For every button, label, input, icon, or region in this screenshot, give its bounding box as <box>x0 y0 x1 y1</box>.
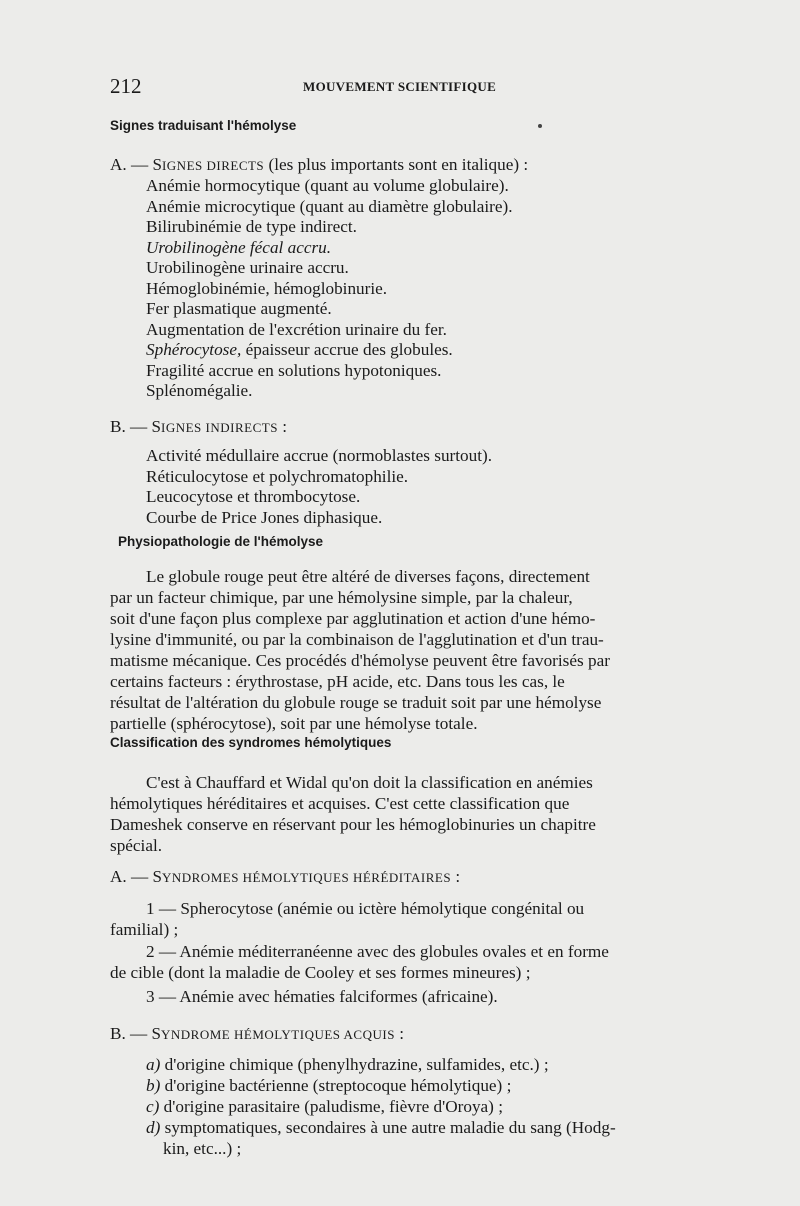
paragraph-line: C'est à Chauffard et Widal qu'on doit la classification en anémies <box>146 773 593 792</box>
indirect-sign-item: Courbe de Price Jones diphasique. <box>146 508 383 527</box>
direct-sign-item: Bilirubinémie de type indirect. <box>146 217 357 236</box>
direct-sign-item: Splénomégalie. <box>146 381 253 400</box>
indirect-sign-item: Leucocytose et thrombocytose. <box>146 487 361 506</box>
paragraph-line: soit d'une façon plus complexe par agglutination et action d'une hémo- <box>110 609 596 628</box>
acquired-item-continued: kin, etc...) ; <box>163 1139 242 1158</box>
indirect-sign-item: Réticulocytose et polychromatophilie. <box>146 467 409 486</box>
indirect-sign-item: Activité médullaire accrue (normoblastes surtout). <box>146 446 493 465</box>
paragraph-line: résultat de l'altération du globule rouge se traduit soit par une hémolyse <box>110 693 602 712</box>
subsection-b-acquired: B. — SYNDROME HÉMOLYTIQUES ACQUIS : <box>110 1024 405 1043</box>
hereditary-item-continued: familial) ; <box>110 920 179 939</box>
subsection-a-direct-signs: A. — SIGNES DIRECTS (les plus importants sont en italique) : <box>110 155 529 174</box>
hereditary-item: 3 — Anémie avec hématies falciformes (africaine). <box>146 987 498 1006</box>
paragraph-line: Dameshek conserve en réservant pour les hémoglobinuries un chapitre <box>110 815 596 834</box>
direct-sign-item: Augmentation de l'excrétion urinaire du fer. <box>146 320 447 339</box>
direct-sign-item: Anémie microcytique (quant au diamètre globulaire). <box>146 197 513 216</box>
hereditary-item-continued: de cible (dont la maladie de Cooley et ses formes mineures) ; <box>110 963 531 982</box>
paragraph-line: Le globule rouge peut être altéré de diverses façons, directement <box>146 567 590 586</box>
acquired-item: a) d'origine chimique (phenylhydrazine, sulfamides, etc.) ; <box>146 1055 549 1074</box>
running-title: MOUVEMENT SCIENTIFIQUE <box>303 79 497 94</box>
print-speck <box>538 124 542 128</box>
direct-sign-item: Urobilinogène urinaire accru. <box>146 258 349 277</box>
paragraph-line: hémolytiques héréditaires et acquises. C'est cette classification que <box>110 794 570 813</box>
paragraph-line: lysine d'immunité, ou par la combinaison de l'agglutination et d'un trau- <box>110 630 604 649</box>
acquired-item: d) symptomatiques, secondaires à une autre maladie du sang (Hodg- <box>146 1118 616 1137</box>
paragraph-line: par un facteur chimique, par une hémolysine simple, par la chaleur, <box>110 588 573 607</box>
section-heading-signes: Signes traduisant l'hémolyse <box>110 118 297 133</box>
hereditary-item: 2 — Anémie méditerranéenne avec des globules ovales et en forme <box>146 942 609 961</box>
paragraph-line: partielle (sphérocytose), soit par une hémolyse totale. <box>110 714 478 733</box>
page-number: 212 <box>110 74 142 98</box>
subsection-b-indirect-signs: B. — SIGNES INDIRECTS : <box>110 417 288 436</box>
acquired-item: c) d'origine parasitaire (paludisme, fièvre d'Oroya) ; <box>146 1097 503 1116</box>
direct-sign-item: Anémie hormocytique (quant au volume globulaire). <box>146 176 509 195</box>
paragraph-line: certains facteurs : érythrostase, pH acide, etc. Dans tous les cas, le <box>110 672 565 691</box>
direct-sign-item: Hémoglobinémie, hémoglobinurie. <box>146 279 388 298</box>
direct-sign-item: Fer plasmatique augmenté. <box>146 299 332 318</box>
section-heading-classification: Classification des syndromes hémolytiques <box>110 735 392 750</box>
acquired-item: b) d'origine bactérienne (streptocoque hémolytique) ; <box>146 1076 512 1095</box>
direct-sign-item: Sphérocytose, épaisseur accrue des globules. <box>146 340 453 359</box>
paragraph-line: matisme mécanique. Ces procédés d'hémolyse peuvent être favorisés par <box>110 651 610 670</box>
section-heading-physiopathologie: Physiopathologie de l'hémolyse <box>118 534 324 549</box>
paragraph-line: spécial. <box>110 836 163 855</box>
direct-sign-item: Fragilité accrue en solutions hypotoniques. <box>146 361 442 380</box>
hereditary-item: 1 — Spherocytose (anémie ou ictère hémolytique congénital ou <box>146 899 585 918</box>
subsection-a-hereditary: A. — SYNDROMES HÉMOLYTIQUES HÉRÉDITAIRES : <box>110 867 461 886</box>
direct-sign-item-italic: Urobilinogène fécal accru. <box>146 238 332 257</box>
